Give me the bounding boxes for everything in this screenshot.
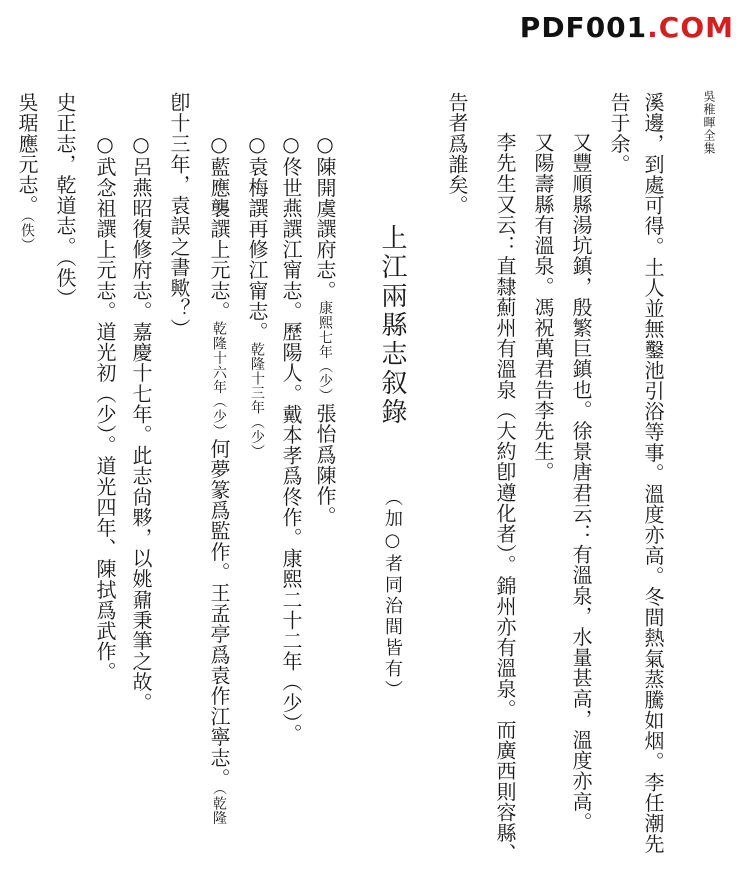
inline-note: （佚） [19, 215, 35, 253]
inline-note: 乾隆十六年（少） [211, 321, 227, 439]
text-column: ○呂燕昭復修府志。嘉慶十七年。此志尙夥，以姚鼐秉筆之故。 [129, 132, 153, 713]
section-heading [372, 224, 412, 701]
text-run: 張怡爲陳作。 [313, 403, 337, 527]
watermark-logo [519, 11, 734, 44]
text-column [244, 132, 270, 459]
inline-note: （乾隆 [211, 788, 227, 826]
text-run: 史正志，乾道志。 [53, 92, 77, 257]
text-column: 溪邊，到處可得。土人並無鑿池引浴等事。溫度亦高。冬間熱氣蒸騰如烟。李任潮先 [641, 92, 665, 855]
text-column: 告者爲誰矣。 [445, 92, 469, 216]
watermark-text-main: PDF001 [519, 11, 648, 44]
running-head: 吳稚暉全集 [702, 90, 716, 155]
text-column: 告于余。 [607, 92, 631, 175]
inline-note: 乾隆十三年（少） [249, 342, 265, 459]
inline-note: 康熙七年（少） [317, 300, 333, 404]
section-title: 上江兩縣志叙錄 [377, 224, 407, 427]
text-column [52, 92, 78, 309]
text-run: （佚） [53, 256, 77, 309]
text-column: 又陽壽縣有溫泉。馮祝萬君告李先生。 [531, 132, 555, 483]
text-column: 又豐順縣湯坑鎮，殷繁巨鎮也。徐景唐君云：有溫泉，水量甚高，溫度亦高。 [569, 132, 593, 833]
text-column: ○佟世燕譔江甯志。歷陽人。戴本孝爲佟作。康熙二十二年（少）。 [279, 132, 303, 744]
text-column [312, 132, 338, 527]
text-run: 何夢篆爲監作。王孟亭爲袁作江寧志。 [207, 438, 231, 789]
text-run: ○袁梅譔再修江甯志。 [245, 132, 269, 342]
text-run: 吳琚應元志。 [15, 92, 39, 216]
text-column [14, 92, 40, 252]
text-column [206, 132, 232, 825]
watermark-text-suffix: .COM [647, 11, 734, 44]
text-column: ○武念祖譔上元志。道光初（少）。道光四年、陳拭爲武作。 [93, 132, 117, 683]
text-run: ○藍應襲譔上元志。 [207, 132, 231, 322]
text-column: 李先生又云：直隸薊州有溫泉（大約卽遵化者）。錦州亦有溫泉。而廣西則容縣、 [493, 132, 517, 864]
text-column: 卽十三年，袁誤之書歟？） [167, 92, 191, 340]
section-subtitle: （加○者同治間皆有） [382, 488, 403, 701]
text-run: ○陳開虞譔府志。 [313, 132, 337, 301]
